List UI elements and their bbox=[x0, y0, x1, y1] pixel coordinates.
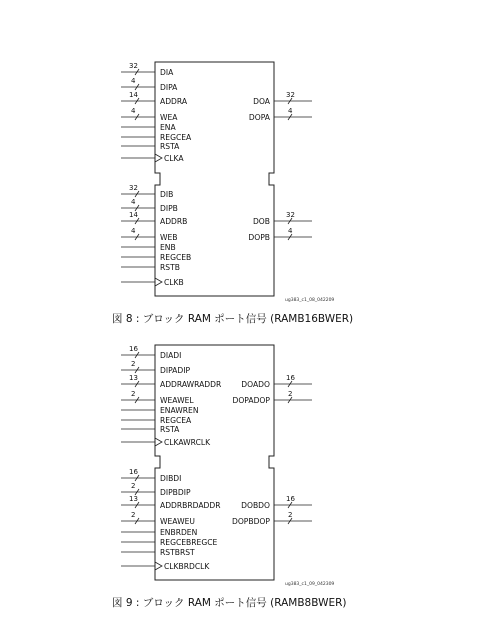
bus-width-label: 2 bbox=[131, 360, 136, 368]
port-label: RSTBRST bbox=[160, 548, 195, 557]
port-label: ADDRB bbox=[160, 217, 188, 226]
figure-8 bbox=[112, 62, 353, 325]
bus-width-label: 4 bbox=[288, 227, 293, 235]
port-label: ENBRDEN bbox=[160, 528, 198, 537]
port-label: CLKAWRCLK bbox=[164, 438, 211, 447]
port-enbrden bbox=[121, 528, 197, 537]
bus-width-label: 16 bbox=[129, 345, 138, 353]
port-label: WEAWEU bbox=[160, 517, 195, 526]
port-label: WEAWEL bbox=[160, 396, 194, 405]
bus-width-label: 13 bbox=[129, 495, 138, 503]
bus-width-label: 16 bbox=[286, 374, 295, 382]
port-label: ENB bbox=[160, 243, 176, 252]
port-label: REGCEBREGCE bbox=[160, 538, 218, 547]
port-label: DOBDO bbox=[241, 501, 270, 510]
bus-width-label: 4 bbox=[131, 198, 136, 206]
port-label: WEB bbox=[160, 233, 178, 242]
port-clkawrclk bbox=[121, 438, 211, 447]
port-enb bbox=[121, 243, 176, 252]
bus-width-label: 32 bbox=[129, 62, 138, 70]
port-label: DOPBDOP bbox=[231, 517, 270, 526]
port-clkb bbox=[121, 278, 184, 287]
bus-width-label: 13 bbox=[129, 374, 138, 382]
bus-width-label: 32 bbox=[286, 211, 295, 219]
bus-width-label: 2 bbox=[131, 482, 136, 490]
port-label: REGCEA bbox=[160, 133, 192, 142]
bus-width-label: 4 bbox=[131, 107, 136, 115]
bus-width-label: 4 bbox=[131, 77, 136, 85]
bus-width-label: 2 bbox=[131, 511, 136, 519]
port-label: DOADO bbox=[241, 380, 270, 389]
port-label: REGCEA bbox=[160, 416, 192, 425]
port-clka bbox=[121, 154, 184, 163]
port-rstb bbox=[121, 263, 180, 272]
port-label: DIPA bbox=[160, 83, 178, 92]
port-enawren bbox=[121, 406, 199, 415]
bus-width-label: 2 bbox=[288, 390, 293, 398]
port-label: DOPADOP bbox=[232, 396, 270, 405]
port-label: ADDRBRDADDR bbox=[160, 501, 221, 510]
port-clkbrdclk bbox=[121, 562, 210, 571]
port-label: ADDRAWRADDR bbox=[160, 380, 222, 389]
port-label: DIBDI bbox=[160, 474, 182, 483]
bus-width-label: 4 bbox=[288, 107, 293, 115]
figure-reference-id: ug383_c1_08_042209 bbox=[285, 298, 335, 303]
port-label: CLKBRDCLK bbox=[164, 562, 210, 571]
port-label: DIADI bbox=[160, 351, 182, 360]
port-label: RSTB bbox=[160, 263, 180, 272]
port-regcebregce bbox=[121, 538, 218, 547]
port-label: WEA bbox=[160, 113, 178, 122]
figure-reference-id: ug383_c1_09_042309 bbox=[285, 582, 335, 587]
bus-width-label: 32 bbox=[286, 91, 295, 99]
port-rsta bbox=[121, 142, 180, 151]
port-label: DIB bbox=[160, 190, 174, 199]
port-label: RSTA bbox=[160, 142, 180, 151]
figure-9 bbox=[112, 345, 346, 609]
port-label: DOPA bbox=[248, 113, 270, 122]
figure-caption: 図 9 : ブロック RAM ポート信号 (RAMB8BWER) bbox=[112, 597, 347, 609]
bus-width-label: 2 bbox=[288, 511, 293, 519]
port-label: CLKB bbox=[164, 278, 184, 287]
port-ena bbox=[121, 123, 176, 132]
port-label: REGCEB bbox=[160, 253, 192, 262]
bus-width-label: 16 bbox=[286, 495, 295, 503]
bus-width-label: 32 bbox=[129, 184, 138, 192]
bus-width-label: 14 bbox=[129, 211, 138, 219]
bus-width-label: 16 bbox=[129, 468, 138, 476]
port-label: RSTA bbox=[160, 425, 180, 434]
port-label: DOPB bbox=[248, 233, 270, 242]
port-label: ENAWREN bbox=[160, 406, 199, 415]
port-label: DIPB bbox=[160, 204, 178, 213]
figure-caption: 図 8 : ブロック RAM ポート信号 (RAMB16BWER) bbox=[112, 313, 354, 325]
bus-width-label: 14 bbox=[129, 91, 138, 99]
bus-width-label: 4 bbox=[131, 227, 136, 235]
port-label: DOA bbox=[253, 97, 270, 106]
port-label: CLKA bbox=[164, 154, 184, 163]
port-rsta bbox=[121, 425, 180, 434]
port-label: ADDRA bbox=[160, 97, 188, 106]
port-label: ENA bbox=[160, 123, 176, 132]
port-label: DIA bbox=[160, 68, 174, 77]
bus-width-label: 2 bbox=[131, 390, 136, 398]
port-label: DIPBDIP bbox=[160, 488, 191, 497]
port-label: DIPADIP bbox=[160, 366, 191, 375]
port-label: DOB bbox=[252, 217, 270, 226]
